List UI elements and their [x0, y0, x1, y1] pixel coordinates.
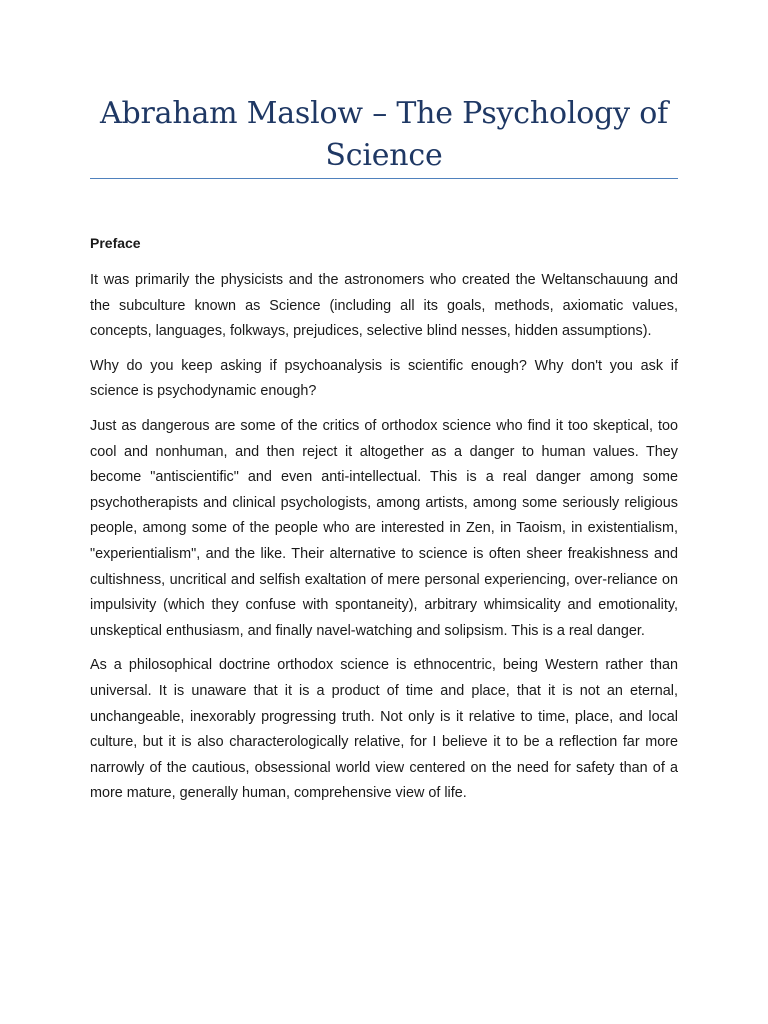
paragraph-1: It was primarily the physicists and the astronomers who created the Weltanschauung and the subculture known as Science (including all its goals, methods, axiomatic values, concepts, languages, folkways, prejudices, selective blind nesses, hidden assumptions).	[90, 272, 678, 340]
document-title: Abraham Maslow – The Psychology of Science	[100, 96, 668, 173]
document-body	[90, 232, 678, 816]
title-divider	[90, 178, 678, 179]
section-heading: Preface	[90, 235, 141, 251]
paragraph-4: As a philosophical doctrine orthodox science is ethnocentric, being Western rather than universal. It is unaware that it is a product of time and place, that it is not an eternal, unchangeable, inexorably progressing truth. Not only is it relative to time, place, and local culture, but it is also characterologically relative, for I believe it to be a reflection far more narrowly of the cautious, obsessional world view centered on the need for safety than of a more mature, generally human, comprehensive view of life.	[90, 657, 678, 802]
paragraph-2: Why do you keep asking if psychoanalysis is scientific enough? Why don't you ask if science is psychodynamic enough?	[90, 357, 678, 400]
paragraph-3: Just as dangerous are some of the critics of orthodox science who find it too skeptical, too cool and nonhuman, and then reject it altogether as a danger to human values. They become "antiscientific" and even anti-intellectual. This is a real danger among some psychotherapists and clinical psychologists, among artists, among some seriously religious people, among some of the people who are interested in Zen, in Taoism, in existentialism, "experientialism", and the like. Their alternative to science is often sheer freakishness and cultishness, uncritical and selfish exaltation of mere personal experiencing, over-reliance on impulsivity (which they confuse with spontaneity), arbitrary whimsicality and emotionality, unskeptical enthusiasm, and finally navel-watching and solipsism. This is a real danger.	[90, 417, 678, 639]
